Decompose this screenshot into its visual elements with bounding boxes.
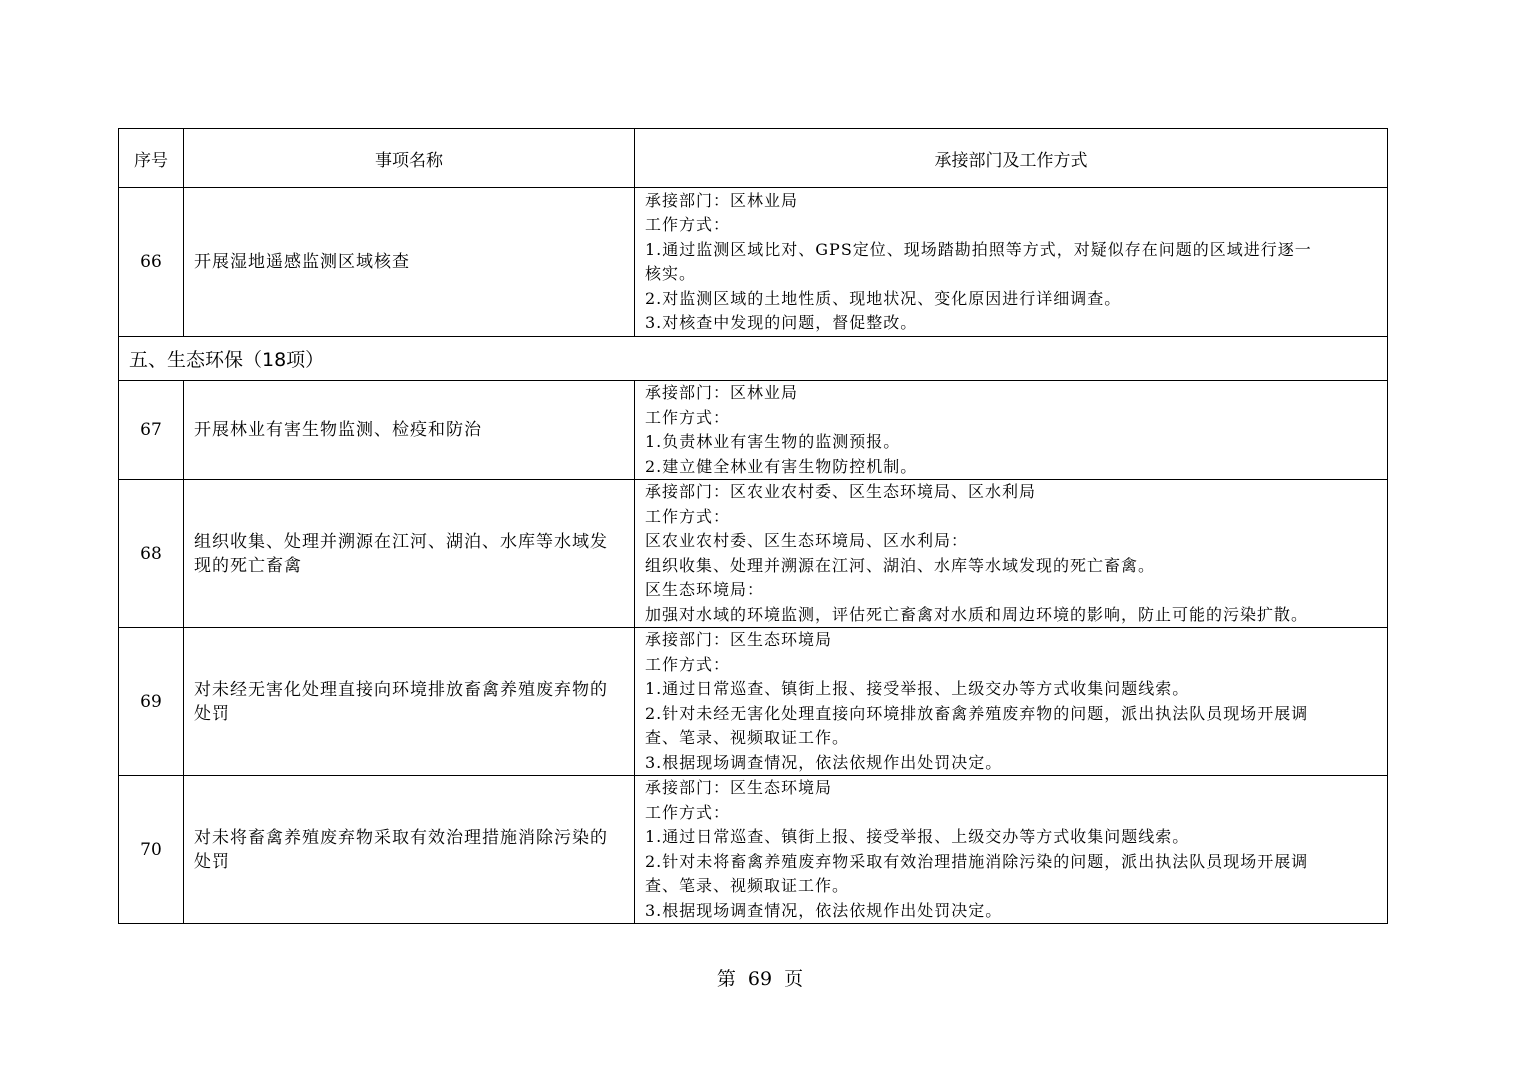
method-line: 组织收集、处理并溯源在江河、湖泊、水库等水域发现的死亡畜禽。 (645, 555, 1156, 575)
matter-name: 对未经无害化处理直接向环境排放畜禽养殖废弃物的处罚 (184, 628, 635, 776)
method-line: 1.负责林业有害生物的监测预报。 (645, 432, 901, 451)
method-line: 3.对核查中发现的问题，督促整改。 (645, 313, 918, 332)
table-row (119, 188, 1388, 337)
method-line: 1.通过监测区域比对、GPS定位、现场踏勘拍照等方式，对疑似存在问题的区域进行逐一 (645, 239, 1312, 259)
method-line: 加强对水域的环境监测，评估死亡畜禽对水质和周边环境的影响，防止可能的污染扩散。 (645, 604, 1309, 624)
department-and-method (635, 776, 1388, 924)
header-name: 事项名称 (184, 129, 635, 188)
department-and-method (635, 628, 1388, 776)
table-row (119, 776, 1388, 924)
department-and-method (635, 188, 1388, 337)
method-line: 核实。 (645, 264, 697, 283)
row-number: 69 (119, 628, 184, 776)
page-number: 第 69 页 (716, 968, 804, 990)
method-line: 查、笔录、视频取证工作。 (645, 876, 850, 895)
method-line: 工作方式： (645, 654, 731, 674)
method-line: 1.通过日常巡查、镇街上报、接受举报、上级交办等方式收集问题线索。 (645, 679, 1190, 698)
method-line: 2.对监测区域的土地性质、现地状况、变化原因进行详细调查。 (645, 288, 1122, 308)
row-number: 70 (119, 776, 184, 924)
method-line: 承接部门：区生态环境局 (645, 778, 833, 797)
header-method: 承接部门及工作方式 (635, 129, 1388, 188)
header-no: 序号 (119, 129, 184, 188)
method-line: 工作方式： (645, 802, 731, 822)
method-line: 查、笔录、视频取证工作。 (645, 728, 850, 747)
method-line: 2.建立健全林业有害生物防控机制。 (645, 456, 918, 476)
method-line: 区生态环境局： (645, 580, 765, 599)
department-and-method (635, 480, 1388, 628)
method-line: 1.通过日常巡查、镇街上报、接受举报、上级交办等方式收集问题线索。 (645, 827, 1190, 846)
section-row (119, 337, 1388, 381)
matter-name: 组织收集、处理并溯源在江河、湖泊、水库等水域发现的死亡畜禽 (184, 480, 635, 628)
method-line: 3.根据现场调查情况，依法依规作出处罚决定。 (645, 752, 1003, 772)
method-line: 承接部门：区林业局 (645, 190, 799, 210)
method-line: 承接部门：区林业局 (645, 383, 799, 402)
method-line: 工作方式： (645, 506, 731, 526)
table-header-row (119, 129, 1388, 188)
matter-name: 对未将畜禽养殖废弃物采取有效治理措施消除污染的处罚 (184, 776, 635, 924)
method-line: 2.针对未经无害化处理直接向环境排放畜禽养殖废弃物的问题，派出执法队员现场开展调 (645, 703, 1309, 723)
method-line: 承接部门：区农业农村委、区生态环境局、区水利局 (645, 482, 1037, 501)
table-row (119, 628, 1388, 776)
matter-name: 开展湿地遥感监测区域核查 (184, 188, 635, 337)
row-number: 67 (119, 381, 184, 480)
method-line: 工作方式： (645, 215, 731, 234)
department-and-method (635, 381, 1388, 480)
row-number: 68 (119, 480, 184, 628)
method-line: 工作方式： (645, 407, 731, 427)
method-line: 3.根据现场调查情况，依法依规作出处罚决定。 (645, 900, 1003, 920)
section-title: 五、生态环保（18项） (119, 337, 1388, 381)
method-line: 承接部门：区生态环境局 (645, 630, 833, 649)
table-row (119, 381, 1388, 480)
matter-name: 开展林业有害生物监测、检疫和防治 (184, 381, 635, 480)
method-line: 区农业农村委、区生态环境局、区水利局： (645, 531, 969, 550)
matters-table (118, 128, 1388, 924)
row-number: 66 (119, 188, 184, 337)
method-line: 2.针对未将畜禽养殖废弃物采取有效治理措施消除污染的问题，派出执法队员现场开展调 (645, 851, 1309, 871)
table-row (119, 480, 1388, 628)
